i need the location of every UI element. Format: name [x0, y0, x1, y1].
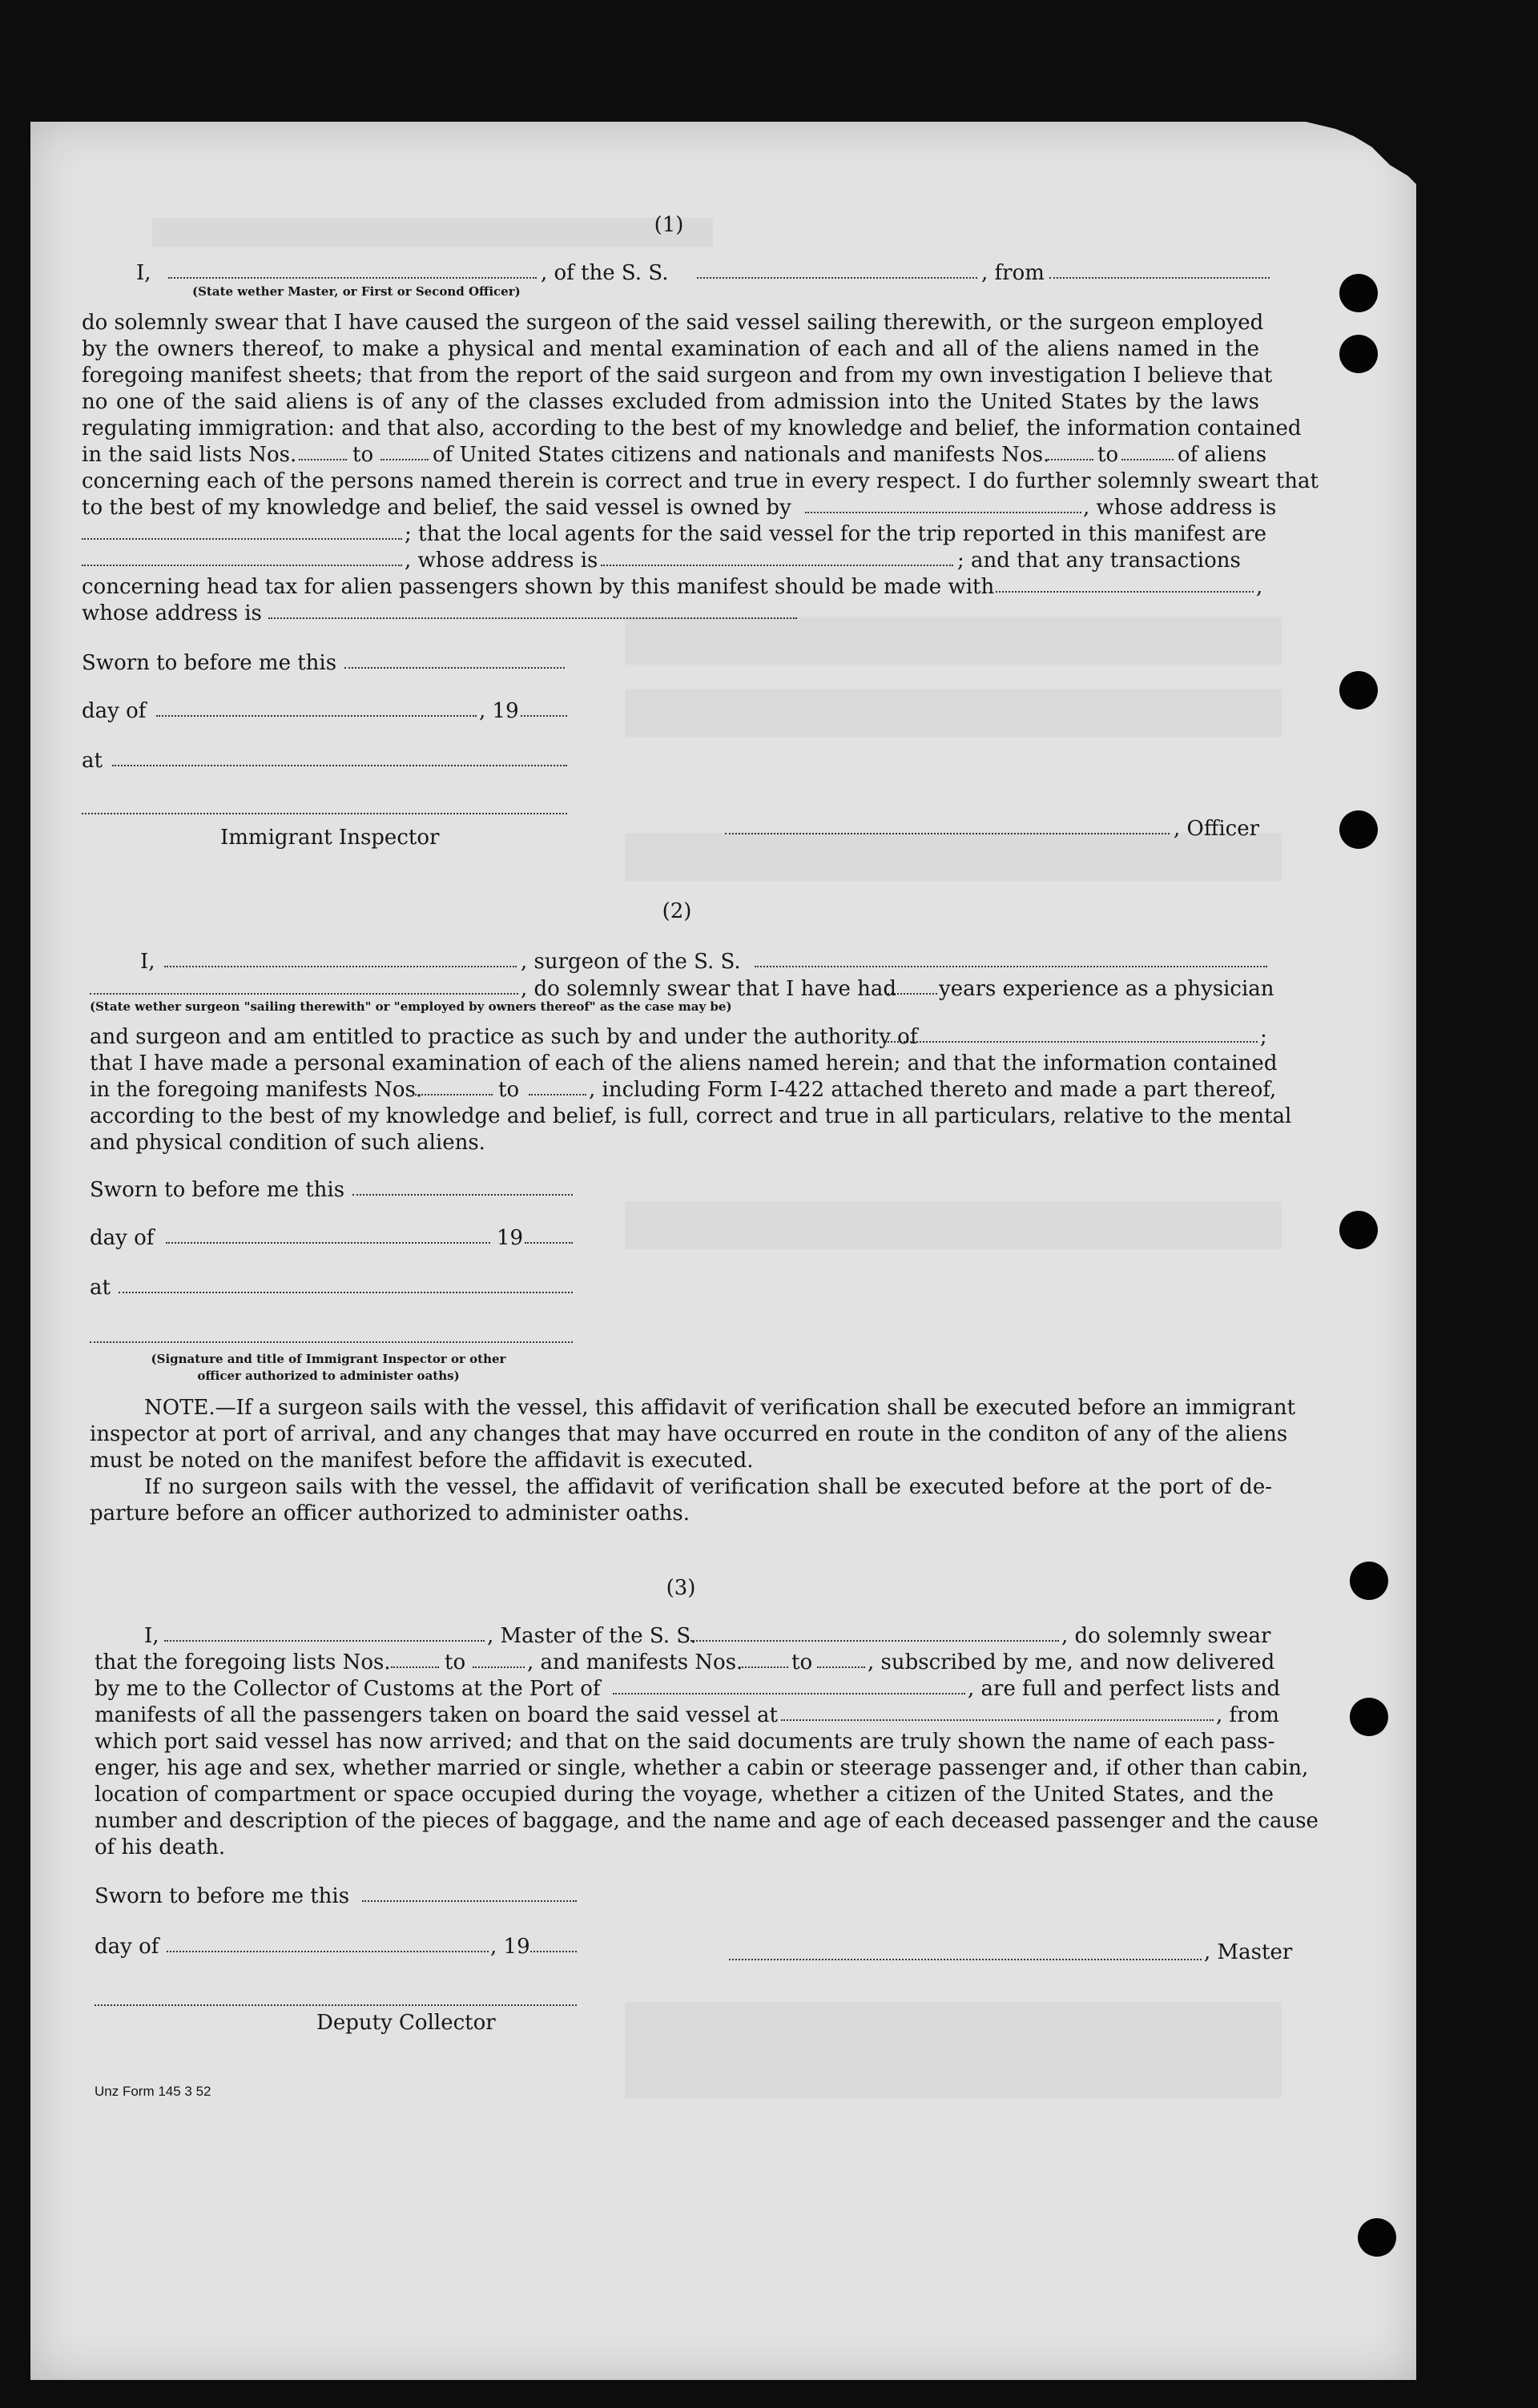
s2-ship-field[interactable]	[755, 966, 1267, 967]
s1-lists-label: in the said lists Nos.	[82, 443, 297, 467]
s3-lists-from-field[interactable]	[391, 1666, 439, 1668]
bleed-through-mark	[625, 617, 1282, 665]
s3-from-label: , from	[1216, 1703, 1279, 1727]
s3-manifests-to-field[interactable]	[817, 1666, 865, 1668]
s3-boarded-port-field[interactable]	[781, 1719, 1214, 1721]
s1-lists-to-field[interactable]	[380, 459, 429, 460]
bleed-through-mark	[625, 1201, 1282, 1249]
s2-sworn-label: Sworn to before me this	[90, 1178, 345, 1202]
s3-master-signature-field[interactable]	[729, 1959, 1202, 1960]
s2-para-line: according to the best of my knowledge and belief, is full, correct and true in all particulars, relative to the mental	[90, 1104, 1292, 1128]
binder-hole	[1350, 1562, 1388, 1600]
s1-para-line: regulating immigration: and that also, according to the best of my knowledge and belief, the information contained	[82, 416, 1302, 440]
s1-owner-address-field[interactable]	[82, 538, 402, 540]
s1-agents-address-field[interactable]	[601, 565, 953, 566]
binder-hole	[1339, 810, 1378, 849]
s2-ss-label: , surgeon of the S. S.	[521, 950, 741, 974]
s2-authority-field[interactable]	[885, 1041, 1258, 1043]
s1-rank-field[interactable]	[168, 277, 537, 279]
s2-at-field[interactable]	[119, 1292, 573, 1293]
s2-years-field[interactable]	[888, 993, 937, 995]
s1-manifests-to-field[interactable]	[1121, 459, 1174, 460]
s1-i-label: I,	[136, 261, 151, 285]
s1-headtax-address-field[interactable]	[268, 617, 797, 619]
s1-para-line: by the owners thereof, to make a physical and mental examination of each and all of the aliens named in the	[82, 337, 1259, 361]
s1-owner-field[interactable]	[805, 512, 1081, 513]
s3-to-label: to	[791, 1650, 813, 1674]
s2-para-line: and physical condition of such aliens.	[90, 1131, 485, 1155]
s3-port-label: by me to the Collector of Customs at the Port of	[95, 1677, 601, 1701]
s1-headtax-address-label: whose address is	[82, 601, 262, 625]
s3-ss-label: , Master of the S. S.	[487, 1624, 697, 1648]
s3-i-label: I,	[144, 1624, 159, 1648]
s2-i-label: I,	[140, 950, 155, 974]
s1-inspector-signature-field[interactable]	[82, 813, 567, 814]
s1-agents-field[interactable]	[82, 565, 402, 566]
s1-ss-label: , of the S. S.	[541, 261, 669, 285]
binder-hole	[1339, 1211, 1378, 1249]
s1-headtax-label: concerning head tax for alien passengers shown by this manifest should be made with	[82, 575, 995, 599]
s3-para-line: location of compartment or space occupied during the voyage, whether a citizen of the United States, and the	[95, 1783, 1274, 1807]
s3-boarded-label: manifests of all the passengers taken on board the said vessel at	[95, 1703, 778, 1727]
s1-para-line: no one of the said aliens is of any of the classes excluded from admission into the United States by the laws	[82, 390, 1259, 414]
s1-agents-address-label: , whose address is	[405, 549, 598, 573]
s3-delivered-label: , subscribed by me, and now delivered	[868, 1650, 1275, 1674]
s3-para-line: which port said vessel has now arrived; and that on the said documents are truly shown the name of each pass-	[95, 1730, 1275, 1754]
s2-experience-label: , do solemnly swear that I have had	[521, 977, 897, 1001]
s1-officer-label: , Officer	[1174, 817, 1260, 841]
section-2-heading: (2)	[662, 899, 692, 923]
s3-lists-to-field[interactable]	[473, 1666, 525, 1668]
note-line: parture before an officer authorized to administer oaths.	[90, 1501, 690, 1526]
s2-status-note: (State wether surgeon "sailing therewith" or "employed by owners thereof" as the case may be)	[90, 999, 732, 1014]
s1-ship-field[interactable]	[697, 277, 977, 279]
s1-owner-label: to the best of my knowledge and belief, the said vessel is owned by	[82, 496, 791, 520]
s1-year-label: , 19	[479, 699, 519, 723]
s3-master-name-field[interactable]	[164, 1640, 485, 1642]
s3-deputy-label: Deputy Collector	[316, 2011, 496, 2035]
s2-to-label: to	[498, 1078, 520, 1102]
note-line: NOTE.—If a surgeon sails with the vessel, this affidavit of verification shall be executed before an immigrant	[144, 1396, 1296, 1420]
section-1-heading: (1)	[654, 213, 684, 237]
s2-signature-field[interactable]	[90, 1341, 573, 1343]
s2-signature-note: officer authorized to administer oaths)	[197, 1369, 460, 1383]
s1-agents-label: ; that the local agents for the said vessel for the trip reported in this manifest are	[405, 522, 1267, 546]
s1-comma: ,	[1256, 575, 1263, 599]
note-line: inspector at port of arrival, and any changes that may have occurred en route in the conditon of any of the aliens	[90, 1422, 1288, 1446]
s3-port-field[interactable]	[613, 1693, 965, 1694]
s2-para-line: that I have made a personal examination of each of the aliens named herein; and that the information contained	[90, 1051, 1278, 1075]
s3-month-field[interactable]	[167, 1951, 489, 1952]
s3-dayof-label: day of	[95, 1935, 159, 1959]
s2-dayof-label: day of	[90, 1226, 155, 1250]
section-3-heading: (3)	[666, 1576, 696, 1600]
s1-to-label: to	[352, 443, 374, 467]
bleed-through-mark	[625, 689, 1282, 737]
s2-signature-note: (Signature and title of Immigrant Inspector or other	[151, 1352, 506, 1366]
s1-para-line: concerning each of the persons named therein is correct and true in every respect. I do further solemnly sweart that	[82, 469, 1319, 493]
s2-manifests-label: in the foregoing manifests Nos.	[90, 1078, 423, 1102]
s1-aliens-label: of aliens	[1178, 443, 1267, 467]
s2-at-label: at	[90, 1276, 111, 1300]
s3-ship-field[interactable]	[690, 1640, 1059, 1642]
s2-surgeon-name-field[interactable]	[164, 966, 517, 967]
s3-master-label: , Master	[1204, 1940, 1293, 1964]
s2-manifests-to-field[interactable]	[529, 1094, 586, 1095]
s3-para-line: number and description of the pieces of baggage, and the name and age of each deceased passenger and the cause	[95, 1809, 1319, 1833]
s2-year-label: 19	[497, 1226, 524, 1250]
s1-headtax-field[interactable]	[996, 591, 1254, 593]
s1-officer-signature-field[interactable]	[725, 833, 1170, 834]
s1-at-field[interactable]	[112, 765, 567, 766]
binder-hole	[1358, 2218, 1396, 2257]
s1-sworn-field[interactable]	[344, 667, 565, 669]
s2-sworn-field[interactable]	[352, 1194, 573, 1196]
s3-sworn-label: Sworn to before me this	[95, 1884, 350, 1908]
s3-lists-label: that the foregoing lists Nos.	[95, 1650, 391, 1674]
s2-month-field[interactable]	[166, 1242, 490, 1244]
binder-hole	[1339, 335, 1378, 373]
s1-year-field[interactable]	[521, 715, 567, 717]
binder-hole	[1339, 274, 1378, 312]
s3-year-label: , 19	[490, 1935, 530, 1959]
s2-surgeon-status-field[interactable]	[90, 993, 518, 995]
s2-form-label: , including Form I-422 attached thereto and made a part thereof,	[589, 1078, 1277, 1102]
s1-sworn-label: Sworn to before me this	[82, 651, 337, 675]
s1-from-field[interactable]	[1049, 277, 1270, 279]
s2-manifests-from-field[interactable]	[413, 1094, 493, 1095]
s1-dayof-label: day of	[82, 699, 147, 723]
s1-para-line: foregoing manifest sheets; that from the report of the said surgeon and from my own investigation I believe that	[82, 364, 1273, 388]
s1-lists-from-field[interactable]	[299, 459, 347, 460]
s2-semicolon: ;	[1260, 1025, 1267, 1049]
s3-year-field[interactable]	[530, 1951, 577, 1952]
s3-sworn-field[interactable]	[362, 1900, 577, 1902]
s1-para-line: do solemnly swear that I have caused the surgeon of the said vessel sailing therewith, or the surgeon employed	[82, 311, 1264, 335]
s3-manifests-from-field[interactable]	[739, 1666, 788, 1668]
binder-hole	[1350, 1698, 1388, 1736]
s3-para-line: enger, his age and sex, whether married or single, whether a cabin or steerage passenger and, if other than cabin,	[95, 1756, 1309, 1780]
s1-month-field[interactable]	[156, 715, 477, 717]
s3-manifests-label: , and manifests Nos.	[527, 1650, 743, 1674]
s3-lists-perfect-label: , are full and perfect lists and	[968, 1677, 1281, 1701]
s1-to-label: to	[1097, 443, 1119, 467]
s3-swear-label: , do solemnly swear	[1061, 1624, 1271, 1648]
s1-transactions-label: ; and that any transactions	[957, 549, 1241, 573]
s1-at-label: at	[82, 749, 103, 773]
s1-inspector-label: Immigrant Inspector	[220, 826, 440, 850]
s1-from-label: , from	[981, 261, 1045, 285]
s1-rank-note: (State wether Master, or First or Second Officer)	[192, 284, 521, 299]
bleed-through-mark	[625, 2002, 1282, 2098]
s2-authority-label: and surgeon and am entitled to practice as such by and under the authority of	[90, 1025, 918, 1049]
form-number: Unz Form 145 3 52	[95, 2084, 211, 2099]
binder-hole	[1339, 671, 1378, 710]
s3-to-label: to	[445, 1650, 466, 1674]
s3-deputy-signature-field[interactable]	[95, 2004, 577, 2006]
note-line: must be noted on the manifest before the affidavit is executed.	[90, 1449, 754, 1473]
s1-manifests-label: of United States citizens and nationals and manifests Nos.	[433, 443, 1050, 467]
s3-para-line: of his death.	[95, 1835, 226, 1859]
s1-owner-address-label: , whose address is	[1083, 496, 1277, 520]
s1-manifests-from-field[interactable]	[1045, 459, 1093, 460]
note-line: If no surgeon sails with the vessel, the affidavit of verification shall be executed before at the port of de-	[144, 1475, 1272, 1499]
s2-physician-label: years experience as a physician	[939, 977, 1274, 1001]
s2-year-field[interactable]	[525, 1242, 573, 1244]
